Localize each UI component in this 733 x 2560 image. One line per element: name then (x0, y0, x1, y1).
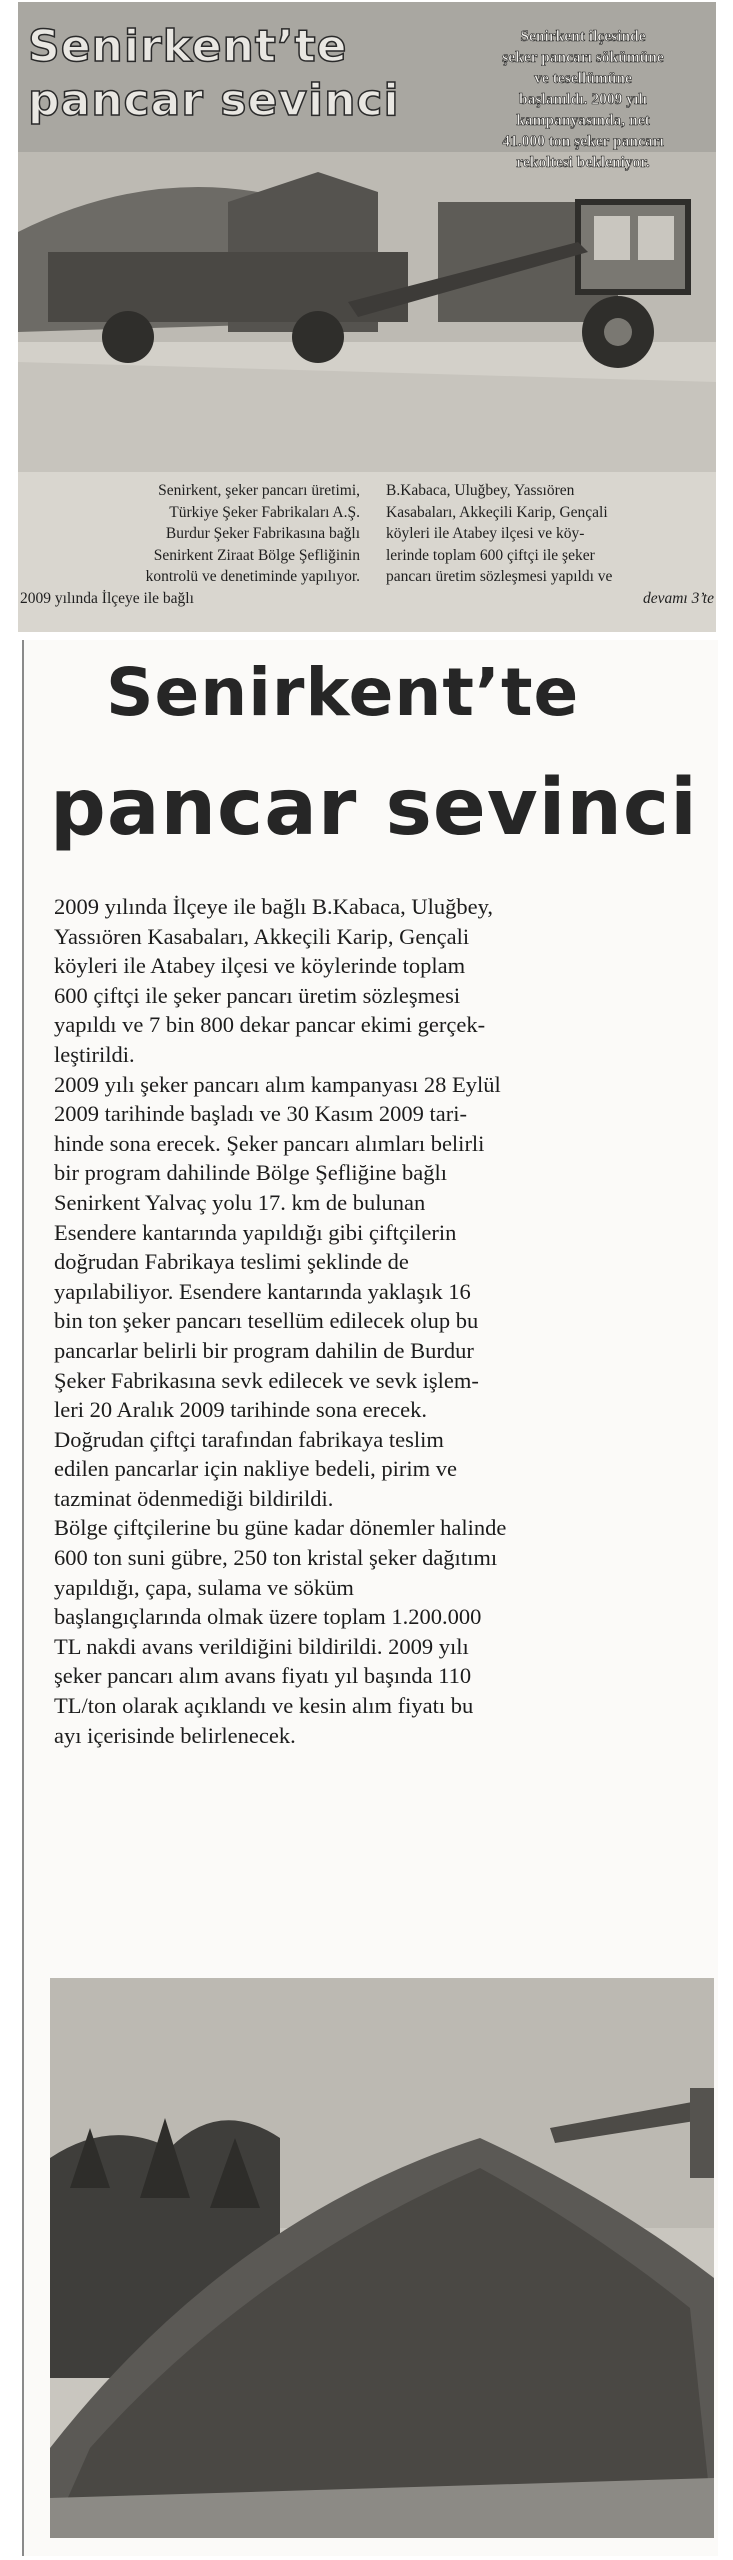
article-headline-line2: pancar sevinci (50, 763, 698, 853)
article-body (54, 892, 704, 1750)
article-headline-line1: Senirkent’te (106, 654, 580, 731)
body-line: Doğrudan çiftçi tarafından fabrikaya teslim (54, 1426, 444, 1452)
body-line: hinde sona erecek. Şeker pancarı alımları belirli (54, 1130, 485, 1156)
body-line: 2009 tarihinde başladı ve 30 Kasım 2009 tari- (54, 1101, 468, 1127)
article-clipping (22, 640, 718, 2556)
teaser-deck-line: 41.000 ton şeker pancarı (502, 133, 664, 150)
teaser-headline-line: pancar sevinci (28, 75, 400, 126)
body-line: TL nakdi avans verildiğini bildirildi. 2009 yılı (54, 1633, 469, 1659)
body-line: edilen pancarlar için nakliye bedeli, pirim ve (54, 1456, 457, 1482)
body-line: 2009 yılı şeker pancarı alım kampanyası 28 Eylül (54, 1071, 501, 1097)
body-line: Bölge çiftçilerine bu güne kadar dönemler halinde (54, 1515, 507, 1541)
teaser-text-line: Senirkent, şeker pancarı üretimi, (158, 482, 360, 499)
teaser-deck-line: başlanıldı. 2009 yılı (519, 91, 647, 108)
body-line: bin ton şeker pancarı tesellüm edilecek olup bu (54, 1308, 479, 1334)
body-line: Senirkent Yalvaç yolu 17. km de bulunan (54, 1189, 426, 1215)
body-line: yapıldı ve 7 bin 800 dekar pancar ekimi gerçek- (54, 1012, 486, 1038)
teaser-headline-line: Senirkent’te (28, 21, 348, 72)
body-line: leştirildi. (54, 1041, 135, 1067)
body-line: bir program dahilinde Bölge Şefliğine bağlı (54, 1160, 448, 1186)
teaser-text-line: Senirkent Ziraat Bölge Şefliğinin (153, 546, 360, 564)
body-line: TL/ton olarak açıklandı ve kesin alım fiyatı bu (54, 1693, 474, 1719)
body-line: Esendere kantarında yapıldığı gibi çiftçilerin (54, 1219, 457, 1245)
body-line: ayı içerisinde belirlenecek. (54, 1722, 296, 1748)
body-line: 600 ton suni gübre, 250 ton kristal şeker dağıtımı (54, 1545, 498, 1571)
sugar-beet-pile-photo (50, 1978, 714, 2538)
teaser-text-line: B.Kabaca, Uluğbey, Yassıören (386, 482, 575, 499)
body-line: pancarlar belirli bir program dahilin de Burdur (54, 1337, 474, 1363)
body-line: 2009 yılında İlçeye ile bağlı B.Kabaca, Uluğbey, (54, 894, 494, 919)
teaser-deck (458, 26, 708, 173)
body-line: başlangıçlarında olmak üzere toplam 1.200.000 (54, 1604, 482, 1630)
body-line: 600 çiftçi ile şeker pancarı üretim sözleşmesi (54, 982, 461, 1008)
body-line: Şeker Fabrikasına sevk edilecek ve sevk işlem- (54, 1367, 479, 1393)
teaser-text-line: kontrolü ve denetiminde yapılıyor. (145, 568, 360, 585)
continued-on-page-link[interactable]: devamı 3’te (642, 589, 714, 607)
front-page-teaser (18, 2, 716, 632)
teaser-text-line: pancarı üretim sözleşmesi yapıldı ve (386, 568, 613, 585)
teaser-text-line: Kasabaları, Akkeçili Karip, Gençali (386, 503, 608, 521)
teaser-left-column (20, 480, 360, 609)
body-line: köyleri ile Atabey ilçesi ve köylerinde toplam (54, 953, 466, 979)
body-line: tazminat ödenmediği bildirildi. (54, 1485, 334, 1511)
beet-pile-illustration (50, 1978, 714, 2538)
body-line: yapılabiliyor. Esendere kantarında yaklaşık 16 (54, 1278, 471, 1304)
teaser-deck-line: kampanyasında, net (516, 112, 650, 129)
teaser-text-line: lerinde toplam 600 çiftçi ile şeker (386, 546, 595, 564)
body-line: leri 20 Aralık 2009 tarihinde sona erecek. (54, 1397, 427, 1423)
teaser-text-line: Burdur Şeker Fabrikasına bağlı (165, 525, 360, 542)
body-line: şeker pancarı alım avans fiyatı yıl başında 110 (54, 1663, 472, 1689)
teaser-deck-line: şeker pancarı sökümüne (502, 49, 664, 66)
teaser-text-line: Türkiye Şeker Fabrikaları A.Ş. (169, 503, 360, 521)
body-line: yapıldığı, çapa, sulama ve söküm (54, 1574, 354, 1600)
teaser-text-line: 2009 yılında İlçeye ile bağlı (20, 589, 194, 607)
body-line: Yassıören Kasabaları, Akkeçili Karip, Gençali (54, 923, 470, 949)
teaser-deck-line: rekoltesi bekleniyor. (516, 154, 650, 171)
body-line: doğrudan Fabrikaya teslimi şeklinde de (54, 1249, 409, 1275)
teaser-deck-line: Senirkent ilçesinde (520, 28, 646, 45)
teaser-headline (28, 20, 468, 128)
teaser-deck-line: ve tesellümüne (534, 70, 632, 87)
teaser-text-line: köyleri ile Atabey ilçesi ve köy- (386, 525, 585, 542)
teaser-right-column (386, 480, 714, 609)
